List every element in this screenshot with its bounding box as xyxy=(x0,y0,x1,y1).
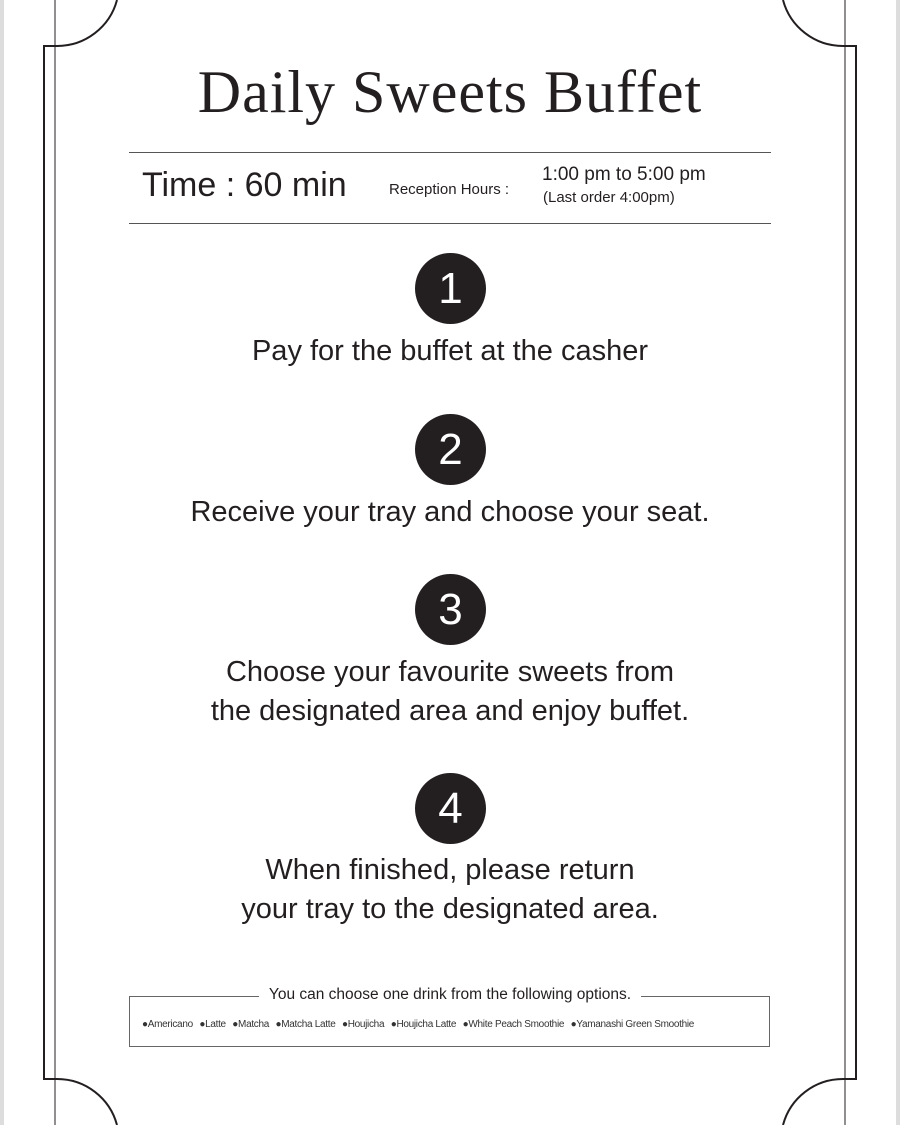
step-text xyxy=(0,653,900,731)
drink-option: ●Matcha xyxy=(232,1019,270,1030)
drink-option: ●Latte xyxy=(199,1019,226,1030)
step-line: Choose your favourite sweets from xyxy=(225,656,675,688)
reception-label: Reception Hours : xyxy=(389,181,510,198)
step-line: your tray to the designated area. xyxy=(241,893,659,925)
step-number-badge: 2 xyxy=(415,414,486,485)
divider xyxy=(129,152,771,153)
step-line: Receive your tray and choose your seat. xyxy=(190,496,710,528)
step-text xyxy=(0,493,900,532)
drink-option: ●Yamanashi Green Smoothie xyxy=(570,1019,695,1030)
step-number-badge: 3 xyxy=(415,574,486,645)
step-number-badge: 4 xyxy=(415,773,486,844)
drink-option: ●White Peach Smoothie xyxy=(462,1019,565,1030)
drink-option: ●Houjicha xyxy=(341,1019,385,1030)
step-line: the designated area and enjoy buffet. xyxy=(210,695,690,727)
drink-heading xyxy=(0,986,900,1004)
drink-option: ●Americano xyxy=(142,1019,193,1030)
page-title: Daily Sweets Buffet xyxy=(197,59,703,125)
step-line: Pay for the buffet at the casher xyxy=(251,335,649,367)
reception-hours: 1:00 pm to 5:00 pm xyxy=(542,164,706,185)
step-text xyxy=(0,332,900,371)
divider xyxy=(129,223,771,224)
step-line: When finished, please return xyxy=(265,854,635,886)
last-order: (Last order 4:00pm) xyxy=(543,189,675,206)
time-limit: Time : 60 min xyxy=(142,166,347,204)
step-number-badge: 1 xyxy=(415,253,486,324)
drink-options-list xyxy=(142,1019,698,1030)
step-text xyxy=(0,851,900,929)
drink-heading-text: You can choose one drink from the following options. xyxy=(259,986,641,1003)
drink-option: ●Houjicha Latte xyxy=(390,1019,457,1030)
drink-option: ●Matcha Latte xyxy=(275,1019,336,1030)
